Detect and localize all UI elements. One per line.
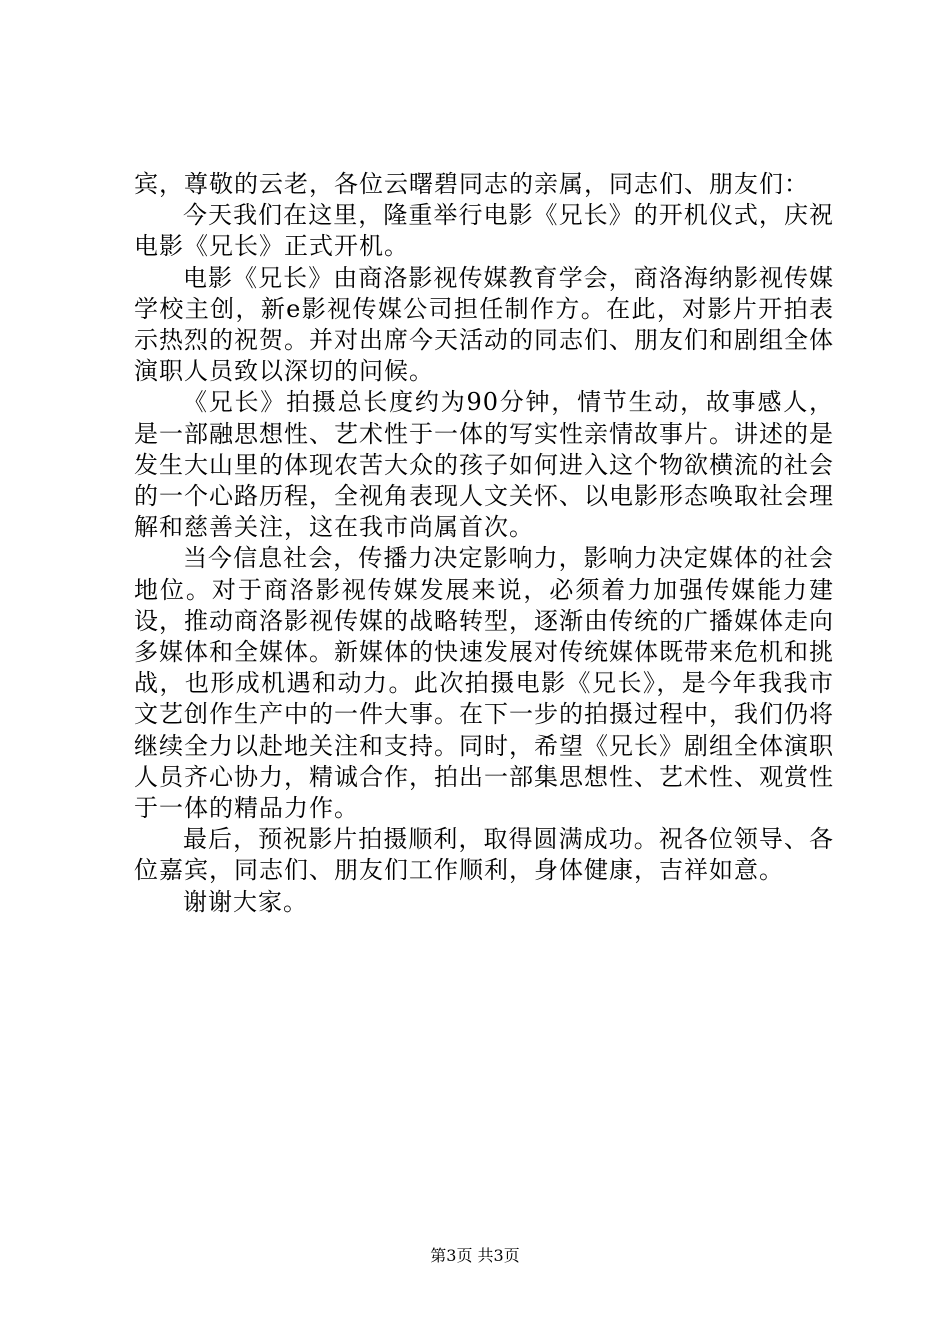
paragraph-thanks: 谢谢大家。 <box>183 887 308 916</box>
salutation-continuation: 宾，尊敬的云老，各位云曙碧同志的亲属，同志们、朋友们： <box>134 170 809 198</box>
page-number-footer: 第3页 共3页 <box>430 1246 520 1265</box>
paragraph-film-summary: 《兄长》拍摄总长度约为90分钟，情节生动，故事感人，是一部融思想性、艺术性于一体的写实性亲情故事片。讲述的是发生大山里的体现农苦大众的孩子如何进入这个物欲横流的社会的一个心路历程，全视角表现人文关怀、以电影形态唤取社会理解和慈善关注，这在我市尚属首次。 <box>134 388 834 542</box>
paragraph-media-development: 当今信息社会，传播力决定影响力，影响力决定媒体的社会地位。对于商洛影视传媒发展来说，必须着力加强传媒能力建设，推动商洛影视传媒的战略转型，逐渐由传统的广播媒体走向多媒体和全媒体。新媒体的快速发展对传统媒体既带来危机和挑战，也形成机遇和动力。此次拍摄电影《兄长》，是今年我我市文艺创作生产中的一件大事。在下一步的拍摄过程中，我们仍将继续全力以赴地关注和支持。同时，希望《兄长》剧组全体演职人员齐心协力，精诚合作，拍出一部集思想性、艺术性、观赏性于一体的精品力作。 <box>134 544 834 823</box>
paragraph-opening: 今天我们在这里，隆重举行电影《兄长》的开机仪式，庆祝电影《兄长》正式开机。 <box>134 201 834 261</box>
paragraph-closing-wishes: 最后，预祝影片拍摄顺利，取得圆满成功。祝各位领导、各位嘉宾，同志们、朋友们工作顺利，身体健康，吉祥如意。 <box>134 825 834 885</box>
document-body <box>134 169 834 918</box>
paragraph-production: 电影《兄长》由商洛影视传媒教育学会，商洛海纳影视传媒学校主创，新e影视传媒公司担任制作方。在此，对影片开拍表示热烈的祝贺。并对出席今天活动的同志们、朋友们和剧组全体演职人员致以深切的问候。 <box>134 263 834 386</box>
